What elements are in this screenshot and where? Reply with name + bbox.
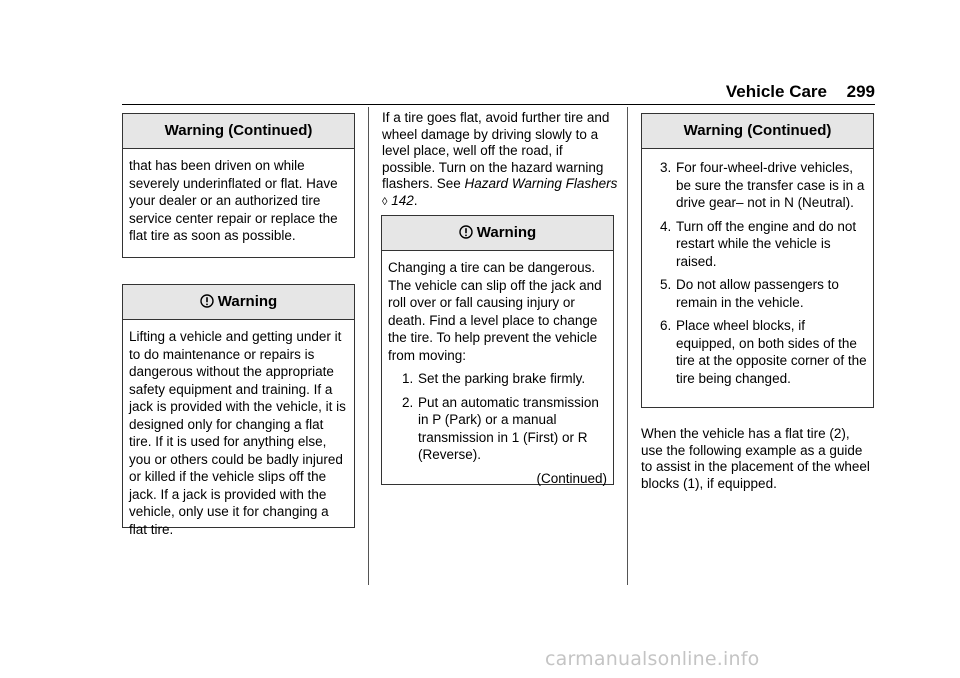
continued-label: (Continued) bbox=[536, 470, 607, 486]
step-number: 4. bbox=[660, 218, 672, 234]
warning-heading-label: Warning bbox=[217, 293, 278, 310]
warning-box-col2 bbox=[381, 215, 614, 485]
page-reference[interactable]: 142 bbox=[391, 192, 414, 208]
step-text: Place wheel blocks, if equipped, on both sides of the tire at the opposite corner of the tire being changed. bbox=[676, 318, 867, 386]
step-text: Put an automatic transmission in P (Park) or a manual transmission in 1 (First) or R (Reverse). bbox=[418, 394, 599, 462]
warning-body: that has been driven on while severely underinflated or flat. Have your dealer or an authorized tire service center repair or replace the flat tire as soon as possible. bbox=[129, 158, 338, 243]
step-text: Turn off the engine and do not restart while the vehicle is raised. bbox=[676, 218, 857, 269]
warning-intro: Changing a tire can be dangerous. The vehicle can slip off the jack and roll over or fall causing injury or death. Find a level place to change the tire. To help prevent the vehicle from moving: bbox=[388, 260, 602, 363]
warning-continued-box-col3 bbox=[641, 113, 874, 408]
column-divider-2 bbox=[627, 107, 628, 585]
warning-continued-box-col1 bbox=[122, 113, 355, 258]
column-divider-1 bbox=[368, 107, 369, 585]
steps-list bbox=[648, 159, 867, 387]
paragraph-text: If a tire goes flat, avoid further tire and wheel damage by driving slowly to a level place, well off the road, if possible. Turn on the hazard warning flashers. See bbox=[382, 110, 610, 191]
paragraph-end: . bbox=[413, 192, 418, 208]
page-reference-icon: ◊ bbox=[382, 195, 388, 208]
section-title: Vehicle Care bbox=[725, 82, 827, 101]
step-number: 5. bbox=[660, 277, 672, 292]
page-number: 299 bbox=[846, 82, 875, 101]
list-item bbox=[648, 276, 867, 311]
warning-box-col1 bbox=[122, 284, 355, 537]
list-item bbox=[388, 370, 607, 388]
step-number: 6. bbox=[660, 318, 672, 333]
warning-body: Lifting a vehicle and getting under it to do maintenance or repairs is dangerous without the appropriate safety equipment and training. If a jack is provided with the vehicle, it is designed only for changing a flat tire. If it is used for anything else, you or others could be badly injured or killed if the vehicle slips off the jack. If a jack is provided with the vehicle, only use it for changing a flat tire. bbox=[129, 329, 346, 537]
step-text: Set the parking brake firmly. bbox=[418, 371, 586, 386]
warning-heading: Warning (Continued) bbox=[642, 114, 873, 149]
step-number: 3. bbox=[660, 160, 672, 175]
warning-heading bbox=[123, 285, 354, 320]
hazard-warning-link[interactable]: Hazard Warning Flashers bbox=[464, 176, 618, 191]
list-item bbox=[648, 218, 867, 271]
wheel-blocks-paragraph: When the vehicle has a flat tire (2), use the following example as a guide to assist in the placement of the wheel blocks (1), if equipped. bbox=[641, 426, 870, 491]
list-item bbox=[648, 317, 867, 387]
list-item bbox=[648, 159, 867, 212]
steps-list bbox=[388, 370, 607, 464]
warning-icon bbox=[459, 225, 473, 239]
warning-heading bbox=[382, 216, 613, 251]
step-text: Do not allow passengers to remain in the vehicle. bbox=[676, 277, 839, 310]
step-text: For four-wheel-drive vehicles, be sure the transfer case is in a drive gear– not in N (Neutral). bbox=[676, 160, 865, 210]
warning-body bbox=[642, 149, 873, 399]
warning-icon bbox=[200, 294, 214, 308]
list-item bbox=[388, 394, 607, 464]
flat-tire-paragraph bbox=[382, 110, 618, 210]
warning-body bbox=[382, 251, 613, 493]
watermark: carmanualsonline.info bbox=[545, 648, 760, 670]
page-header bbox=[122, 82, 875, 105]
warning-heading-label: Warning bbox=[476, 224, 537, 241]
warning-heading: Warning (Continued) bbox=[123, 114, 354, 149]
step-number: 2. bbox=[402, 394, 414, 410]
step-number: 1. bbox=[402, 371, 414, 386]
